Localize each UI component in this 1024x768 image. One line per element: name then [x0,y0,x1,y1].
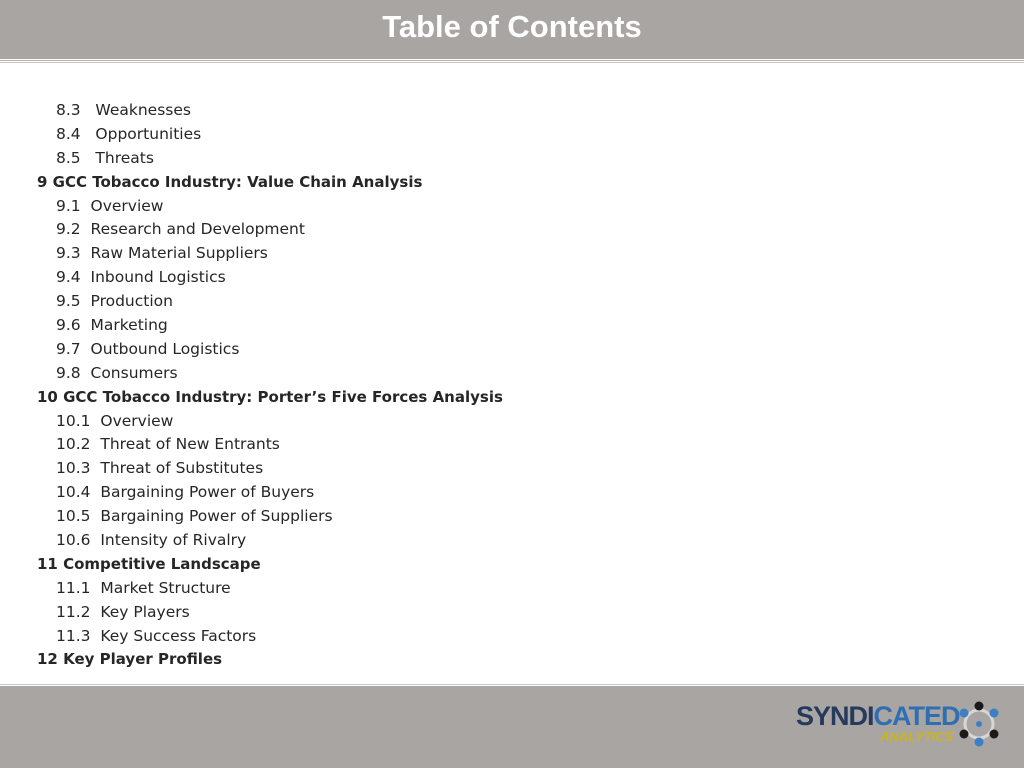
header-bar [0,0,1024,59]
toc-subsection-item: 11.3 Key Success Factors [56,626,257,645]
footer-divider [0,684,1024,685]
logo-text-syndi: SYNDI [796,701,874,731]
toc-subsection-item: 9.8 Consumers [56,363,178,382]
toc-subsection-item: 11.1 Market Structure [56,578,231,597]
toc-subsection-item: 9.5 Production [56,292,173,311]
syndicated-analytics-logo [796,701,1004,749]
toc-subsection-item: 10.6 Intensity of Rivalry [56,531,247,550]
toc-subsection-item: 10.2 Threat of New Entrants [56,435,280,454]
logo-text-cated: CATED [873,701,960,731]
toc-subsection-item: 9.7 Outbound Logistics [56,339,240,358]
toc-subsection-item: 10.3 Threat of Substitutes [56,459,264,478]
toc-section-heading: 9 GCC Tobacco Industry: Value Chain Analysis [37,172,423,191]
toc-section-heading: 10 GCC Tobacco Industry: Porter’s Five Forces Analysis [37,387,503,406]
toc-subsection-item: 10.5 Bargaining Power of Suppliers [56,507,333,526]
toc-subsection-item: 9.2 Research and Development [56,220,305,239]
toc-section-heading: 12 Key Player Profiles [37,650,223,669]
toc-subsection-item: 11.2 Key Players [56,602,190,621]
logo-network-icon [956,701,1002,747]
toc-subsection-item: 8.4 Opportunities [56,124,202,143]
toc-subsection-item: 9.6 Marketing [56,316,168,335]
toc-section-heading: 11 Competitive Landscape [37,554,261,573]
toc-subsection-item: 8.3 Weaknesses [56,101,191,119]
logo-text-analytics: ANALYTICS [880,729,954,744]
toc-subsection-item: 9.1 Overview [56,196,164,215]
toc-subsection-item: 8.5 Threats [56,148,154,167]
toc-subsection-item: 9.3 Raw Material Suppliers [56,244,268,263]
toc-subsection-item: 10.1 Overview [56,411,174,430]
header-divider [0,60,1024,61]
table-of-contents [37,99,503,672]
header-divider-secondary [0,62,1024,63]
logo-wordmark [796,701,960,731]
page-title: Table of Contents [382,8,642,44]
toc-subsection-item: 9.4 Inbound Logistics [56,268,226,287]
toc-subsection-item: 10.4 Bargaining Power of Buyers [56,483,315,502]
